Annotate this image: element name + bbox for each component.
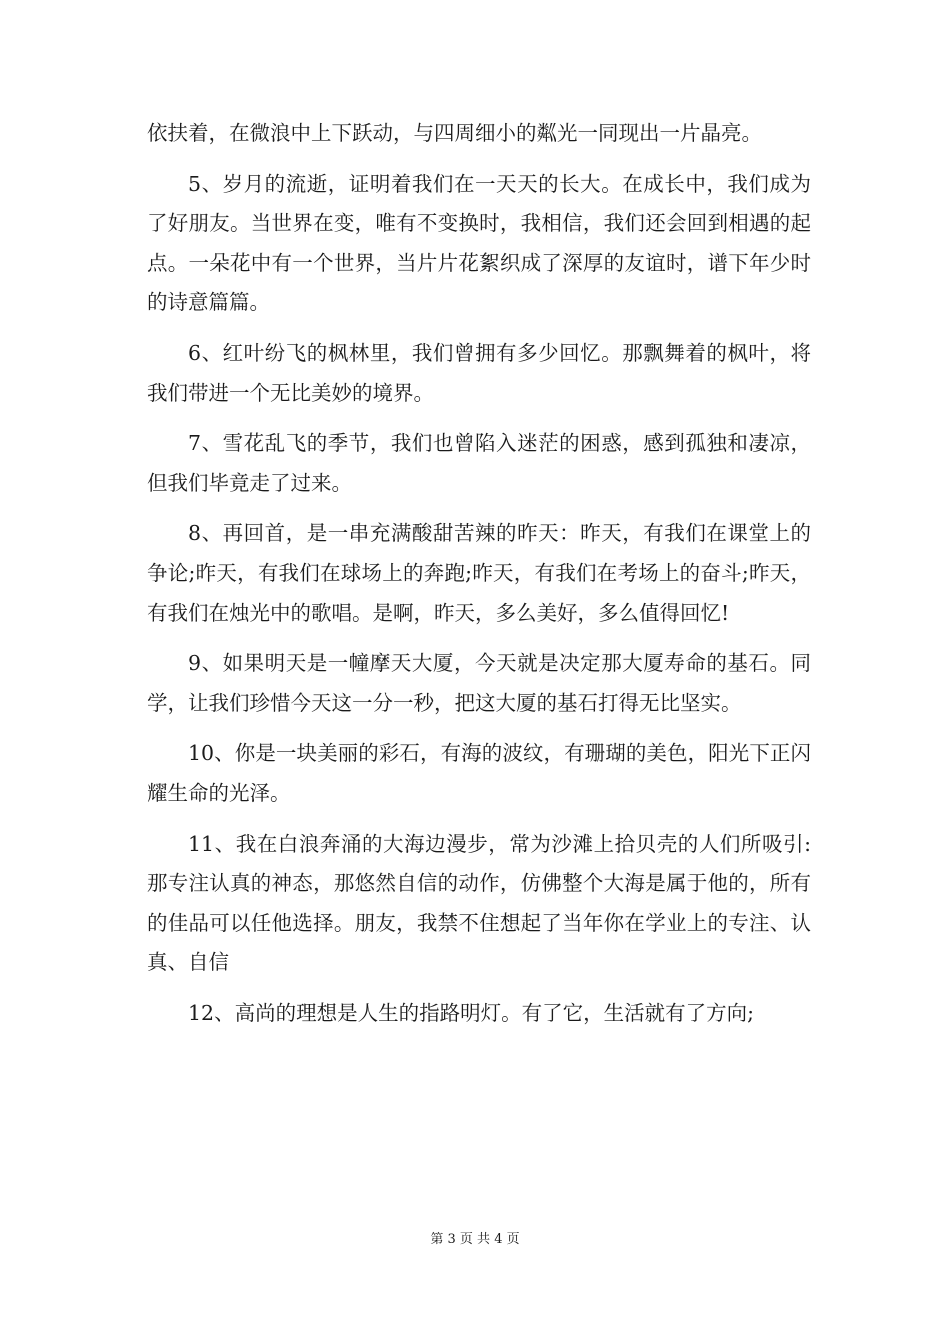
paragraph-8: 8、再回首，是一串充满酸甜苦辣的昨天：昨天，有我们在课堂上的争论;昨天，有我们在球场上的奔跑;昨天，有我们在考场上的奋斗;昨天，有我们在烛光中的歌唱。是啊，昨天，多么美好，多么值得回忆! bbox=[147, 521, 811, 625]
paragraph-9: 9、如果明天是一幢摩天大厦，今天就是决定那大厦寿命的基石。同学，让我们珍惜今天这一分一秒，把这大厦的基石打得无比坚实。 bbox=[147, 651, 811, 715]
paragraph-gap bbox=[147, 723, 811, 734]
paragraph-gap bbox=[147, 503, 811, 514]
paragraph-10: 10、你是一块美丽的彩石，有海的波纹，有珊瑚的美色，阳光下正闪耀生命的光泽。 bbox=[147, 741, 811, 805]
paragraph-5: 5、岁月的流逝，证明着我们在一天天的长大。在成长中，我们成为了好朋友。当世界在变，唯有不变换时，我相信，我们还会回到相遇的起点。一朵花中有一个世界，当片片花絮织成了深厚的友谊时，谱下年少时的诗意篇篇。 bbox=[147, 171, 811, 315]
paragraph-6: 6、红叶纷飞的枫林里，我们曾拥有多少回忆。那飘舞着的枫叶，将我们带进一个无比美妙的境界。 bbox=[147, 340, 811, 405]
page-number-footer: 第 3 页 共 4 页 bbox=[430, 1232, 520, 1247]
document-body bbox=[147, 114, 811, 1033]
paragraph-gap bbox=[147, 633, 811, 644]
paragraph-gap bbox=[147, 323, 811, 334]
paragraph-12: 12、高尚的理想是人生的指路明灯。有了它，生活就有了方向; bbox=[188, 1000, 754, 1025]
paragraph-gap bbox=[147, 413, 811, 424]
paragraph-7: 7、雪花乱飞的季节，我们也曾陷入迷茫的困惑，感到孤独和凄凉，但我们毕竟走了过来。 bbox=[147, 431, 811, 495]
paragraph-gap bbox=[147, 154, 811, 165]
paragraph-gap bbox=[147, 983, 811, 994]
paragraph-1: 依扶着，在微浪中上下跃动，与四周细小的粼光一同现出一片晶亮。 bbox=[147, 121, 762, 145]
paragraph-gap bbox=[147, 814, 811, 825]
paragraph-11: 11、我在白浪奔涌的大海边漫步，常为沙滩上拾贝壳的人们所吸引:那专注认真的神态，那悠然自信的动作，仿佛整个大海是属于他的，所有的佳品可以任他选择。朋友，我禁不住想起了当年你在学业上的专注、认真、自信 bbox=[147, 831, 811, 975]
